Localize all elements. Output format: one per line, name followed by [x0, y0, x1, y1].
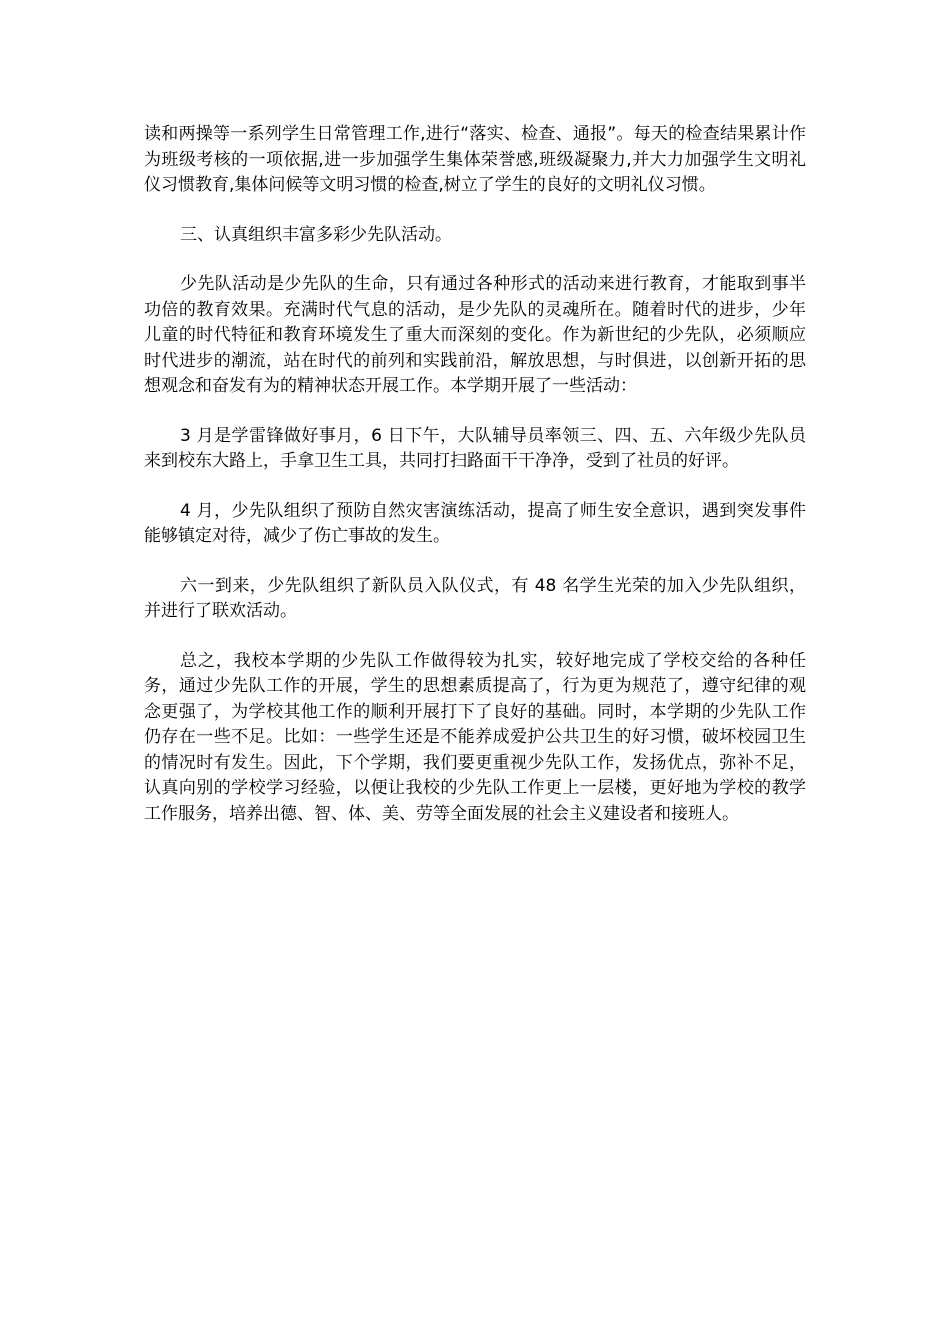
paragraph-march-activity: 3 月是学雷锋做好事月，6 日下午，大队辅导员率领三、四、五、六年级少先队员来到校东大路上，手拿卫生工具，共同打扫路面干干净净，受到了社员的好评。	[144, 425, 806, 471]
paragraph-continuation: 读和两操等一系列学生日常管理工作,进行“落实、检查、通报”。每天的检查结果累计作为班级考核的一项依据,进一步加强学生集体荣誉感,班级凝聚力,并大力加强学生文明礼仪习惯教育,集体问候等文明习惯的检查,树立了学生的良好的文明礼仪习惯。	[144, 124, 806, 195]
paragraph-june-activity: 六一到来，少先队组织了新队员入队仪式，有 48 名学生光荣的加入少先队组织，并进行了联欢活动。	[144, 575, 806, 621]
paragraph-summary: 总之，我校本学期的少先队工作做得较为扎实，较好地完成了学校交给的各种任务，通过少先队工作的开展，学生的思想素质提高了，行为更为规范了，遵守纪律的观念更强了，为学校其他工作的顺利开展打下了良好的基础。同时，本学期的少先队工作仍存在一些不足。比如：一些学生还是不能养成爱护公共卫生的好习惯，破坏校园卫生的情况时有发生。因此，下个学期，我们要更重视少先队工作，发扬优点，弥补不足，认真向别的学校学习经验，以便让我校的少先队工作更上一层楼，更好地为学校的教学工作服务，培养出德、智、体、美、劳等全面发展的社会主义建设者和接班人。	[144, 650, 806, 824]
document-page	[144, 122, 806, 851]
section-heading: 三、认真组织丰富多彩少先队活动。	[180, 224, 452, 245]
paragraph-april-activity: 4 月，少先队组织了预防自然灾害演练活动，提高了师生安全意识，遇到突发事件能够镇定对待，减少了伤亡事故的发生。	[144, 500, 806, 546]
paragraph-activities-intro: 少先队活动是少先队的生命，只有通过各种形式的活动来进行教育，才能取到事半功倍的教育效果。充满时代气息的活动，是少先队的灵魂所在。随着时代的进步，少年儿童的时代特征和教育环境发生了重大而深刻的变化。作为新世纪的少先队，必须顺应时代进步的潮流，站在时代的前列和实践前沿，解放思想，与时俱进，以创新开拓的思想观念和奋发有为的精神状态开展工作。本学期开展了一些活动：	[144, 274, 806, 396]
